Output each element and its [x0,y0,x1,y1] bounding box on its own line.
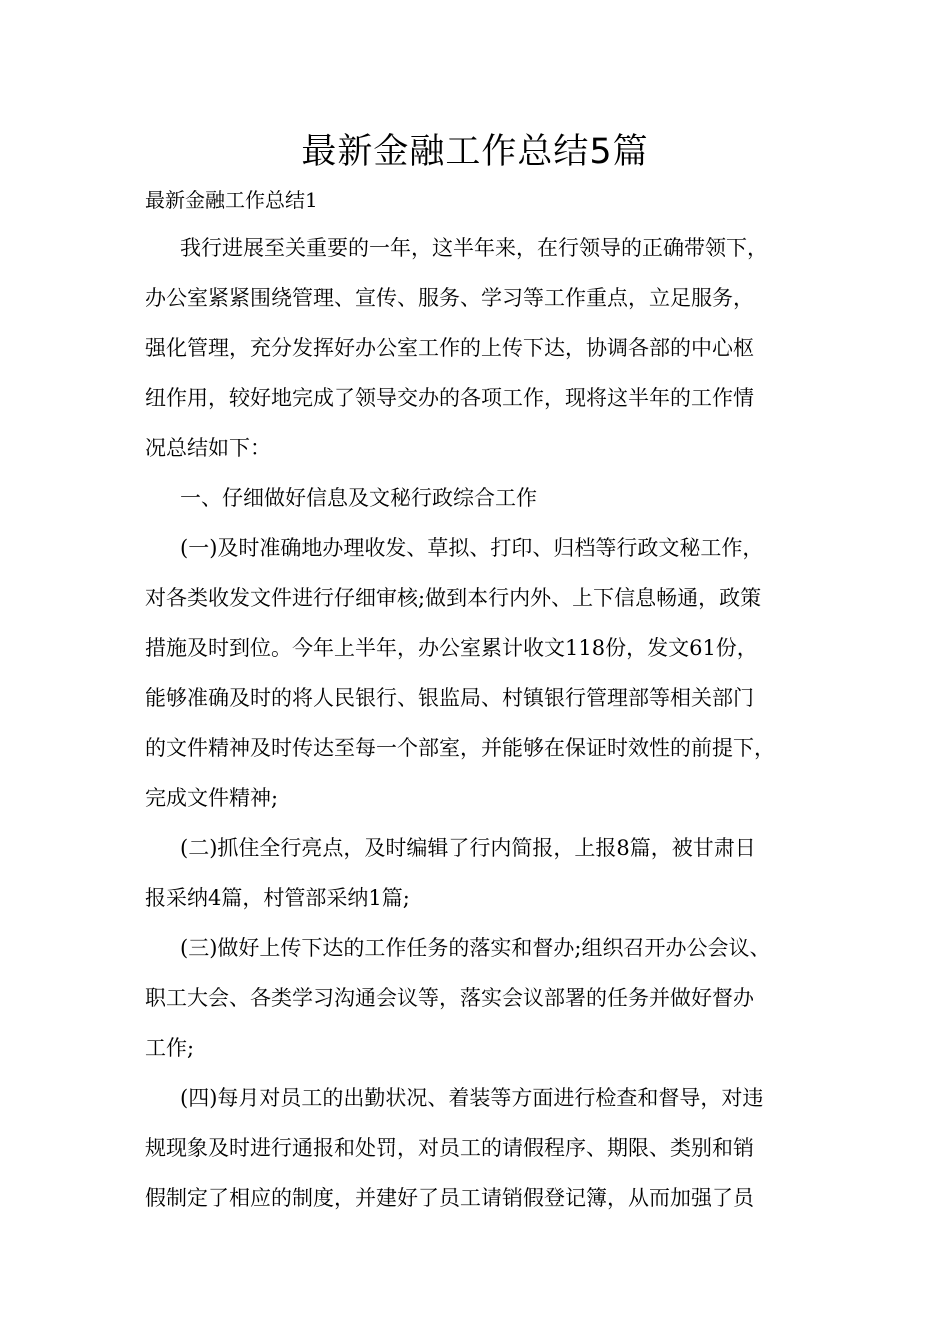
paragraph-line: (一)及时准确地办理收发、草拟、打印、归档等行政文秘工作， [180,536,764,560]
paragraph-line: 能够准确及时的将人民银行、银监局、村镇银行管理部等相关部门 [145,686,754,710]
paragraph-line: (二)抓住全行亮点，及时编辑了行内简报，上报8篇，被甘肃日 [180,836,756,860]
paragraph-line: 强化管理，充分发挥好办公室工作的上传下达，协调各部的中心枢 [145,336,754,360]
paragraph-line: 措施及时到位。今年上半年，办公室累计收文118份，发文61份， [145,636,758,660]
paragraph-line: 完成文件精神; [145,786,279,810]
paragraph-line: 办公室紧紧围绕管理、宣传、服务、学习等工作重点，立足服务， [145,286,754,310]
document-title: 最新金融工作总结5篇 [301,132,649,172]
paragraph-line: 职工大会、各类学习沟通会议等，落实会议部署的任务并做好督办 [145,986,754,1010]
paragraph-line: 工作; [145,1036,195,1060]
paragraph-line: (三)做好上传下达的工作任务的落实和督办;组织召开办公会议、 [180,936,771,960]
paragraph-line: 纽作用，较好地完成了领导交办的各项工作，现将这半年的工作情 [145,386,754,410]
paragraph-line: 报采纳4篇，村管部采纳1篇; [145,886,410,910]
paragraph-line: (四)每月对员工的出勤状况、着装等方面进行检查和督导，对违 [180,1086,764,1110]
section-title: 一、仔细做好信息及文秘行政综合工作 [180,486,537,510]
paragraph-line: 规现象及时进行通报和处罚，对员工的请假程序、期限、类别和销 [145,1136,754,1160]
paragraph-line: 对各类收发文件进行仔细审核;做到本行内外、上下信息畅通，政策 [145,586,762,610]
paragraph-line: 我行进展至关重要的一年，这半年来，在行领导的正确带领下， [180,236,768,260]
section-heading: 最新金融工作总结1 [145,188,318,212]
paragraph-line: 的文件精神及时传达至每一个部室，并能够在保证时效性的前提下， [145,736,775,760]
paragraph-line: 假制定了相应的制度，并建好了员工请销假登记簿，从而加强了员 [145,1186,754,1210]
paragraph-line: 况总结如下： [145,436,271,460]
